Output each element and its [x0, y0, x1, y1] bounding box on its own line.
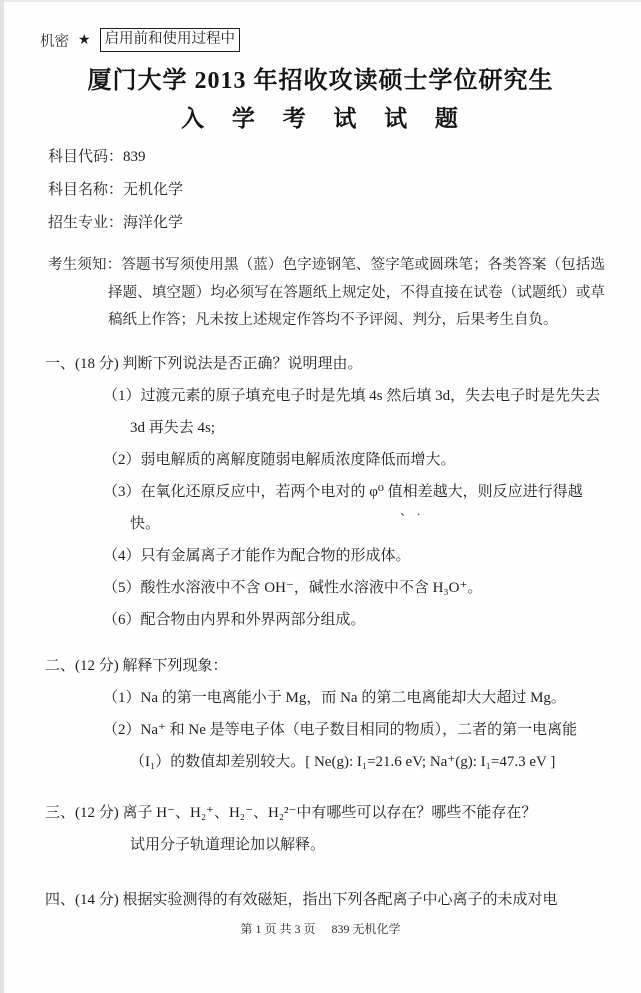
subject-code-label: 科目代码： [48, 149, 124, 165]
question-2-item-1: （1）Na 的第一电离能小于 Mg，而 Na 的第二电离能却大大超过 Mg。 [103, 690, 566, 706]
scan-stray-mark: 、. [400, 503, 425, 518]
subject-meta-block [48, 141, 183, 240]
subject-name-line [48, 174, 183, 207]
question-3 [0, 797, 641, 861]
notice-text: 答题书写须使用黑（蓝）色字迹钢笔、签字笔或圆珠笔；各类答案（包括选择题、填空题）均必须写在答题纸上规定处，不得直接在试卷（试题纸）或草稿纸上作答；凡未按上述规定作答均不予评阅、判分，后果考生自负。 [108, 257, 605, 328]
footer-page-number: 第 1 页 共 3 页 [240, 922, 316, 936]
major-value: 海洋化学 [123, 215, 184, 231]
major-label: 招生专业： [48, 215, 124, 231]
examinee-notice [48, 252, 605, 335]
scan-edge-top [0, 0, 641, 2]
classification-line [40, 28, 240, 52]
classification-label: 机密 [40, 33, 69, 50]
question-1-item-2: （2）弱电解质的离解度随弱电解质浓度降低而增大。 [103, 452, 456, 468]
question-4-header: 四、(14 分) 根据实验测得的有效磁矩，指出下列各配离子中心离子的未成对电 [45, 892, 558, 908]
question-3-header: 三、(12 分) 离子 H⁻、H₂⁺、H₂⁻、H₂²⁻中有哪些可以存在？哪些不能存在？ [45, 805, 537, 821]
page-footer [0, 920, 641, 937]
question-1 [0, 348, 641, 636]
question-1-item-1: （1）过渡元素的原子填充电子时是先填 4s 然后填 3d，失去电子时是先失去 3d 再失去 4s; [103, 388, 601, 436]
page-title-line2: 入 学 考 试 试 题 [181, 106, 460, 131]
subject-name-label: 科目名称： [48, 182, 124, 198]
validity-period-box: 启用前和使用过程中 [100, 28, 241, 52]
subject-code-line [48, 141, 183, 174]
question-2-header: 二、(12 分) 解释下列现象： [45, 658, 228, 674]
question-2 [0, 650, 641, 778]
subject-name-value: 无机化学 [123, 182, 184, 198]
star-icon: ★ [78, 32, 91, 48]
question-4 [0, 884, 641, 916]
question-1-item-5: （5）酸性水溶液中不含 OH⁻，碱性水溶液中不含 H₃O⁺。 [103, 580, 483, 596]
question-1-item-3: （3）在氧化还原反应中，若两个电对的 φ⁰ 值相差越大，则反应进行得越快。 [103, 484, 583, 532]
question-1-item-6: （6）配合物由内界和外界两部分组成。 [103, 612, 366, 628]
footer-doc-info: 839 无机化学 [331, 922, 401, 936]
major-line [48, 207, 183, 240]
question-1-item-4: （4）只有金属离子才能作为配合物的形成体。 [103, 548, 411, 564]
question-2-item-2: （2）Na⁺ 和 Ne 是等电子体（电子数目相同的物质），二者的第一电离能（I₁）的数值却差别较大。[ Ne(g): I₁=21.6 eV; Na⁺(g): I₁=47.3 eV ] [103, 722, 578, 770]
question-3-continuation: 试用分子轨道理论加以解释。 [130, 837, 326, 853]
page-title-line1: 厦门大学 2013 年招收攻读硕士学位研究生 [87, 68, 554, 94]
notice-label: 考生须知： [48, 257, 122, 273]
question-1-header: 一、(18 分) 判断下列说法是否正确？说明理由。 [45, 356, 363, 372]
subject-code-value: 839 [123, 149, 146, 165]
